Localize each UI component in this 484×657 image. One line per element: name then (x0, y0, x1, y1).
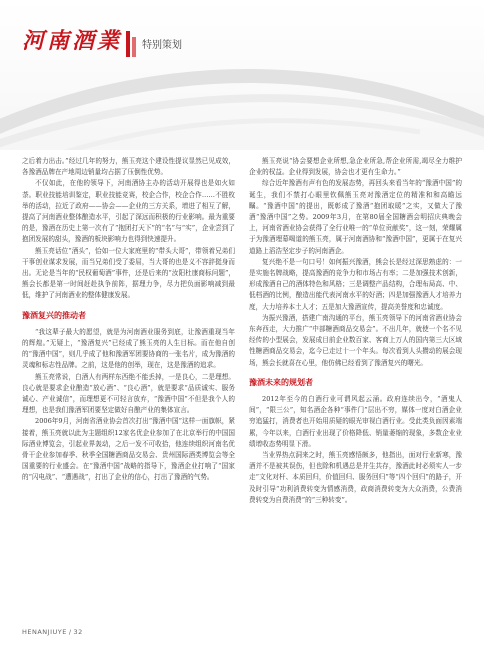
paragraph: 之后着力出击。”经过几年的努力，熊玉亮这个建设性提议显然已见成效，各豫酒品牌在产地周边销量均占据了压倒性优势。 (22, 157, 235, 177)
right-column (249, 156, 462, 626)
paragraph: 不仅如此，在他的领导下，河南酒协主办的活动开展得也是如火如荼。职业技能培训鉴定，职业技能竞赛，校企合作，校企合作……不胜枚举的活动，拉近了政府——协会——企业的三方关系，增进了相互了解，提高了河南酒业整体酿造水平，引起了深远而积极的行业影响。最为重要的是，豫酒在历史上第一次有了“抱团打天下”的“名”与“实”，企业尝到了抱团发展的甜头，豫酒的板块影响力也得到快速提升。 (22, 179, 235, 244)
paragraph: 当业界热点洞来之时，熊玉亮感悟颇多，他指出，面对行业新寒，豫酒并不是被其误伤，但也除和机遇总是并生共存，豫酒此时必须实人一步走“文化对杆、本质回归，价值回归、服务回归”等“四个回归”的路子，开及时引导“功利消费转变为情感消费，政商消费转变为大众消费，公费消费转变为自费消费”的“三种转变”。 (249, 451, 462, 504)
paragraph: 熊玉亮常说，白酒人有两样东西绝不能丢掉，一是良心，二是理想。良心就是要求企业酿造“放心酒”、“良心酒”，就是要求“品质诚实、服务诚心、产业诚信”，而理想更不可轻言放弃，“豫酒中国”不但是我个人的理想，也是我们豫酒军团要坚定做好自酿产业的集体宣言。 (22, 372, 235, 415)
paragraph: 复兴绝不是一句口号！如何振兴豫酒，熊会长是经过深思熟虑的：一是实施名牌战略，提高豫酒的竞争力和市场占有率；二是加强技术创新，形成豫酒自己的酒体特色和风格；三是调整产品结构，合理布局高、中、低档酒的比例，酿造出能代表河南水平的好酒；四是加强豫酒人才培养力度，大力培养本土人才；五是加大豫酒宣传，提高美誉度和忠诚度。 (249, 257, 462, 311)
paragraph: 综合近年豫酒有声有色的发展态势，再回头来看当年的“豫酒中国”的诞生，我们不禁打心眼里钦佩熊玉亮对豫酒定位的精准和和高瞻远瞩。“豫酒中国”的提出，既彰成了豫酒“抱团取暖”之实，又做大了豫酒“豫酒中国”之势。2009年3月，在第80届全国糖酒会明招庆典晚会上，河南省酒业协会获得了全行业唯一的“单位贡献奖”，这一刻，荣耀属于为豫酒埋幕喝道的熊玉亮，属于河南酒协和“豫酒中国”，更属于在复兴道路上滔浩坚定步子的河南酒企。 (249, 179, 462, 255)
page-header (0, 0, 484, 150)
left-column (22, 156, 235, 626)
page-number: 32 (73, 628, 83, 636)
paragraph: 熊玉亮说“协会要想企业所想,急企业所急,帮企业所需,竭尽全力维护企业的权益。企业得到发展，协会也才更有生命力。” (249, 157, 462, 177)
paragraph: “我这辈子最大的愿望，就是为河南酒业服务到底，让豫酒重现当年的辉煌。”无疑上，“豫酒复兴”已经成了熊玉亮的人生目标。而在他自创的“豫酒中国”，则几乎成了他和豫酒军团要协商的一张名片，成为豫酒的灵魂和标志性品牌。之前，这是他的创举，现在，这是豫酒的追求。 (22, 327, 235, 370)
paragraph: 为振兴豫酒，搭建广南沟通的平台，熊玉亮领导下的河南省酒业协会东奔西走，大力推广“中部糖酒商品交易会”。不出几年，就使一个名不见经传的小型展会，发展成目前企业数百家、客商上万人的国内第三大区域性糖酒商品交易会，迄今已走过十一个年头。每次看到人头攒动的展会现场，熊会长就喜在心里，他仿佛已经看到了豫酒复兴的曙光。 (249, 313, 462, 367)
subheading: 豫酒未来的规划者 (249, 376, 313, 387)
paragraph: 2006年9月，河南省酒业协会首次打出“豫酒中国”这样一面旗帜，紧接着，熊玉亮就以此为主题组织12家名优企业参加了在北京举行的中国国际酒业博览会，引起业界轰动，之后一发不可收拾，他连续组织河南名优骨干企业参加春季、秋季全国糖酒商品交易会、贵州国际酒类博览会等全国重要的行业盛会。在“豫酒中国”战略的指导下，豫酒企业打响了“国家的“闪电战”、“遭遇战”，打出了企业的信心，打出了豫酒的气势。 (22, 417, 235, 482)
masthead (22, 24, 182, 55)
magazine-logo: 河南酒業 (22, 28, 123, 54)
section-title: 特别策划 (142, 40, 183, 51)
page-footer (22, 628, 83, 636)
footer-separator: / (68, 628, 72, 636)
paragraph: 2012年至今的白酒行业可谓风起云涌。政府连续出令，“酒鬼人间”，“限三公”，知名酒企各种“事件门”层出不穷，媒体一度对白酒企业穷追猛打，消费者也开始用质疑的眼光审视白酒行业。受此类负面因素端累，今年以来，白酒行业出现了价格降低、销量萎缩的现象，多数企业业绩增收态势明显下滑。 (249, 395, 462, 448)
paragraph: 熊玉亮话位“酒头”，恰如一位大家庭里的“带头大哥”，带领着兄弟们干事创业谋求发展，而当兄弟们受了委屈，当大哥的也是义不容辞挺身而出。无论是当年的“民权葡萄酒”事件，还是后来的“汝阳杜康商标问题”，熊会长都是第一时间赶赴执争前阵，据理力争，尽力把负面影响减到最低，维护了河南酒业的整体健康发展。 (22, 246, 235, 300)
decorative-swirl-graphic (0, 40, 484, 150)
article-body (22, 156, 462, 626)
journal-name: HENANJIUYE (22, 628, 67, 636)
red-bar-icon (124, 31, 138, 57)
subheading: 豫酒复兴的推动者 (22, 309, 86, 320)
